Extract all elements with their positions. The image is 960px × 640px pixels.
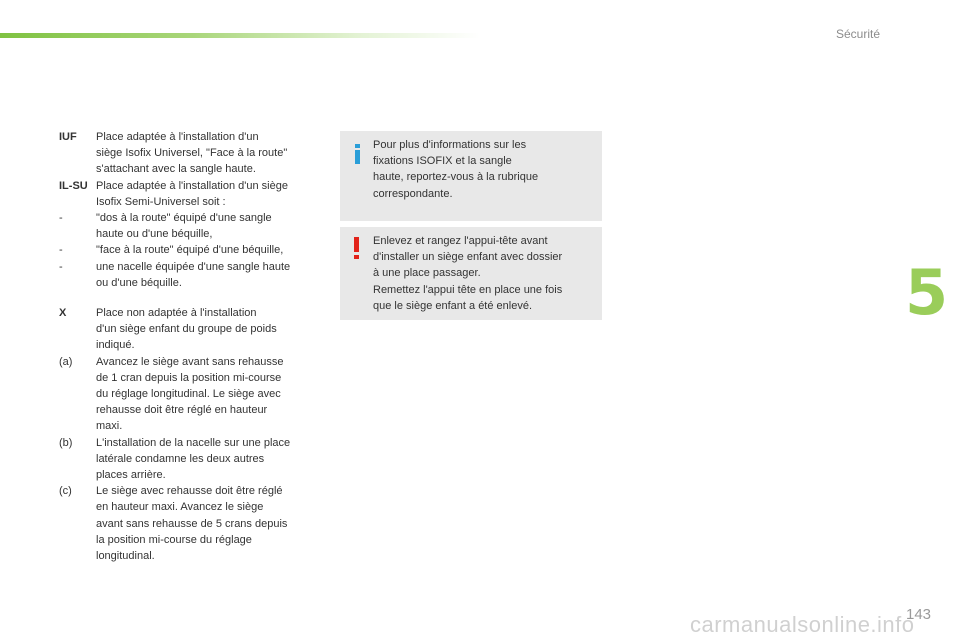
entry-term: (a) <box>59 355 73 368</box>
entry-line: indiqué. <box>96 339 135 352</box>
legend-list <box>59 129 321 291</box>
box-line: que le siège enfant a été enlevé. <box>373 299 533 312</box>
box-line: correspondante. <box>373 187 453 200</box>
entry-line: Place non adaptée à l'installation <box>96 307 257 320</box>
entry-line: du réglage longitudinal. Le siège avec <box>96 388 281 401</box>
entry-term: - <box>59 244 63 257</box>
entry-line: places arrière. <box>96 469 166 482</box>
entry-line: haute ou d'une béquille, <box>96 228 213 241</box>
entry-line: en hauteur maxi. Avancez le siège <box>96 501 264 514</box>
entry-term: X <box>59 307 67 320</box>
entry-term: (b) <box>59 436 73 449</box>
info-text <box>373 137 593 202</box>
entry-term: IUF <box>59 131 77 143</box>
entry-text <box>96 435 321 484</box>
entry-line: ou d'une béquille. <box>96 276 182 289</box>
box-line: Pour plus d'informations sur les <box>373 139 527 151</box>
watermark: carmanualsonline.info <box>690 612 915 637</box>
entry-line: Place adaptée à l'installation d'un <box>96 131 259 143</box>
entry-line: s'attachant avec la sangle haute. <box>96 163 256 176</box>
legend-entry <box>59 210 321 242</box>
box-line: Enlevez et rangez l'appui-tête avant <box>373 235 548 247</box>
entry-line: rehausse doit être réglé en hauteur <box>96 404 268 417</box>
note-entry <box>59 354 321 435</box>
warning-icon <box>352 237 362 260</box>
entry-term: IL-SU <box>59 179 88 192</box>
entry-line: maxi. <box>96 420 123 433</box>
note-entry <box>59 305 321 354</box>
entry-text <box>96 178 321 210</box>
warning-text <box>373 233 593 314</box>
entry-term: - <box>59 260 63 273</box>
legend-entry <box>59 129 321 178</box>
chapter-number: 5 <box>905 256 949 329</box>
entry-line: de 1 cran depuis la position mi-course <box>96 371 282 384</box>
entry-text <box>96 259 321 291</box>
info-icon <box>352 144 362 164</box>
entry-text <box>96 210 321 242</box>
box-line: d'installer un siège enfant avec dossier <box>373 251 563 264</box>
warning-box <box>340 227 602 320</box>
entry-line: avant sans rehausse de 5 crans depuis <box>96 517 288 530</box>
entry-text <box>96 483 321 564</box>
entry-line: latérale condamne les deux autres <box>96 452 265 465</box>
notes-list <box>59 305 321 564</box>
entry-line: la position mi-course du réglage <box>96 533 252 546</box>
entry-line: L'installation de la nacelle sur une place <box>96 436 291 449</box>
box-line: fixations ISOFIX et la sangle <box>373 155 512 168</box>
entry-line: "face à la route" équipé d'une béquille, <box>96 244 284 257</box>
box-line: Remettez l'appui tête en place une fois <box>373 283 563 296</box>
page-number: 143 <box>906 606 932 623</box>
section-title: Sécurité <box>836 27 881 41</box>
note-entry <box>59 435 321 484</box>
legend-entry <box>59 242 321 258</box>
entry-line: longitudinal. <box>96 550 155 563</box>
entry-text <box>96 242 321 258</box>
header-accent-bar <box>0 33 480 38</box>
entry-line: Isofix Semi-Universel soit : <box>96 195 226 208</box>
entry-text <box>96 129 321 178</box>
legend-entry <box>59 259 321 291</box>
entry-line: siège Isofix Universel, "Face à la route" <box>96 147 288 160</box>
entry-line: d'un siège enfant du groupe de poids <box>96 323 277 336</box>
box-line: à une place passager. <box>373 267 481 280</box>
entry-text <box>96 354 321 435</box>
entry-term: (c) <box>59 485 72 498</box>
info-box <box>340 131 602 221</box>
legend-entry <box>59 178 321 210</box>
entry-line: Avancez le siège avant sans rehausse <box>96 355 284 368</box>
box-line: haute, reportez-vous à la rubrique <box>373 171 539 184</box>
note-entry <box>59 483 321 564</box>
entry-line: une nacelle équipée d'une sangle haute <box>96 260 291 273</box>
legend-column <box>59 129 321 564</box>
entry-line: Place adaptée à l'installation d'un siège <box>96 179 288 192</box>
entry-term: - <box>59 212 63 225</box>
entry-line: Le siège avec rehausse doit être réglé <box>96 485 283 498</box>
entry-text <box>96 305 321 354</box>
entry-line: "dos à la route" équipé d'une sangle <box>96 212 272 225</box>
